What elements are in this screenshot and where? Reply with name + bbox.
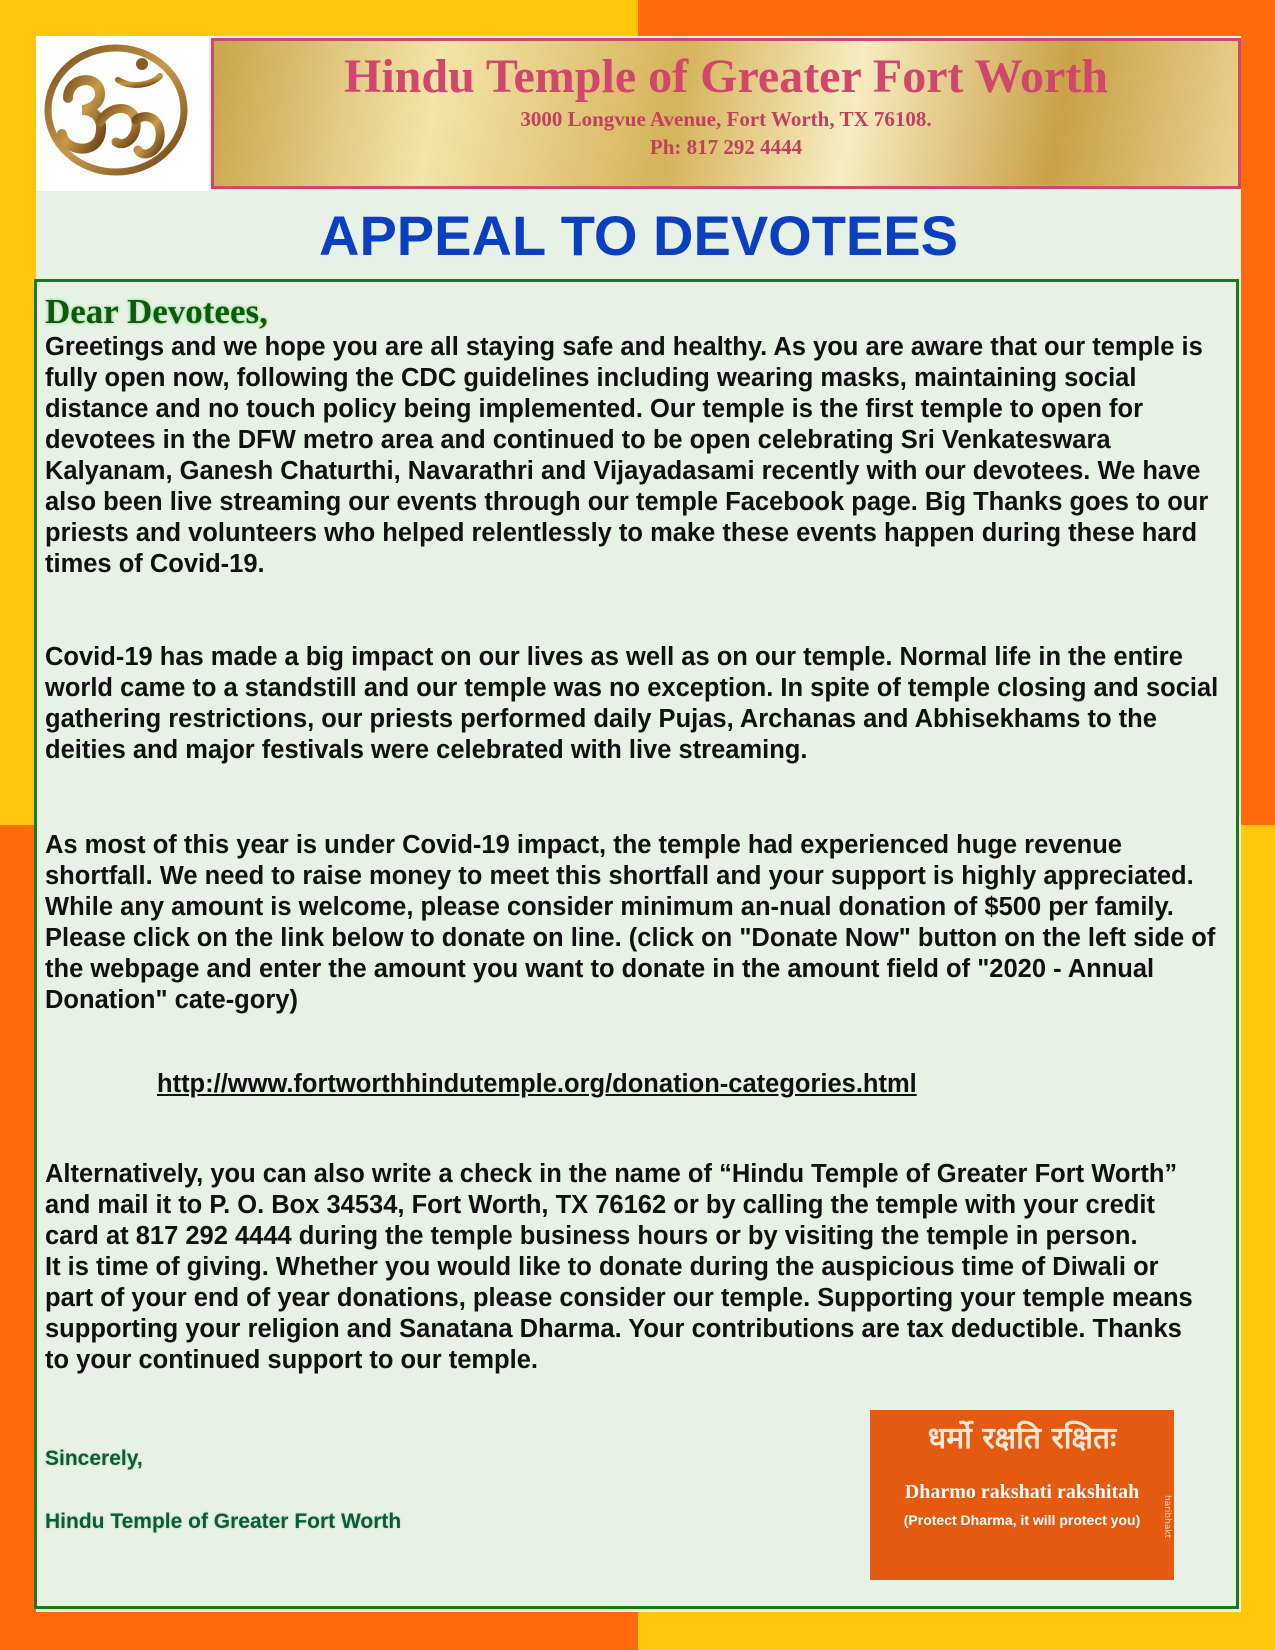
page-title: APPEAL TO DEVOTEES [319,204,958,267]
logo [36,36,209,191]
om-symbol-icon [38,38,188,188]
flyer-sheet [36,36,1241,1612]
header [36,36,1241,191]
temple-phone: Ph: 817 292 4444 [649,135,803,159]
dharma-devanagari: धर्मो रक्षति रक्षितः [927,1421,1117,1456]
paragraph-covid-impact: Covid-19 has made a big impact on our lives as well as on our temple. Normal life in the entire world came to a standstill and our temple was no exception. In spite of temple closing and social gathering restrictions, our priests performed daily Pujas, Archanas and Abhisekhams to the deities and major festivals were celebrated with live streaming. [45,643,1219,764]
dharma-card [870,1410,1174,1580]
dharma-credit: haribhakt [1162,1495,1172,1539]
salutation: Dear Devotees, [45,292,268,331]
paragraph-check-mail: Alternatively, you can also write a check in the name of “Hindu Temple of Greater Fort Worth” and mail it to P. O. Box 34534, Fort Worth, TX 76162 or by calling the temple with your credit card at 817 292 4444 during the temple business hours or by visiting the temple in person. [45,1160,1178,1250]
temple-address: 3000 Longvue Avenue, Fort Worth, TX 76108. [520,107,932,131]
dharma-translation: (Protect Dharma, it will protect you) [903,1512,1141,1528]
donation-link[interactable]: http://www.fortworthhindutemple.org/donation-categories.html [157,1070,917,1098]
paragraph-donation-request: As most of this year is under Covid-19 impact, the temple had experienced huge revenue shortfall. We need to raise money to meet this shortfall and your support is highly appreciated. While any amount is welcome, please consider minimum an-nual donation of $500 per family. Please click on the link below to donate on line. (click on "Donate Now" button on the left side of the webpage and enter the amount you want to donate in the amount field of "2020 - Annual Donation" cate-gory) [45,831,1216,1014]
dharma-transliteration: Dharmo rakshati rakshitah [904,1481,1140,1503]
closing: Sincerely, [45,1447,143,1470]
signature: Hindu Temple of Greater Fort Worth [45,1510,402,1533]
paragraph-alternatives [45,1159,1225,1376]
title-banner [211,38,1241,189]
paragraph-greetings: Greetings and we hope you are all staying safe and healthy. As you are aware that our temple is fully open now, following the CDC guidelines including wearing masks, maintaining social distance and no touch policy being implemented. Our temple is the first temple to open for devotees in the DFW metro area and continued to be open celebrating Sri Venkateswara Kalyanam, Ganesh Chaturthi, Navarathri and Vijayadasami recently with our devotees. We have also been live streaming our events through our temple Facebook page. Big Thanks goes to our priests and volunteers who helped relentlessly to make these events happen during these hard times of Covid-19. [45,333,1209,578]
temple-name: Hindu Temple of Greater Fort Worth [344,50,1108,103]
paragraph-time-of-giving: It is time of giving. Whether you would like to donate during the auspicious time of Diwali or part of your end of year donations, please consider our temple. Supporting your temple means supporting your religion and Sanatana Dharma. Your contributions are tax deductible. Thanks to your continued support to our temple. [45,1253,1193,1374]
letter-box [34,279,1239,1609]
